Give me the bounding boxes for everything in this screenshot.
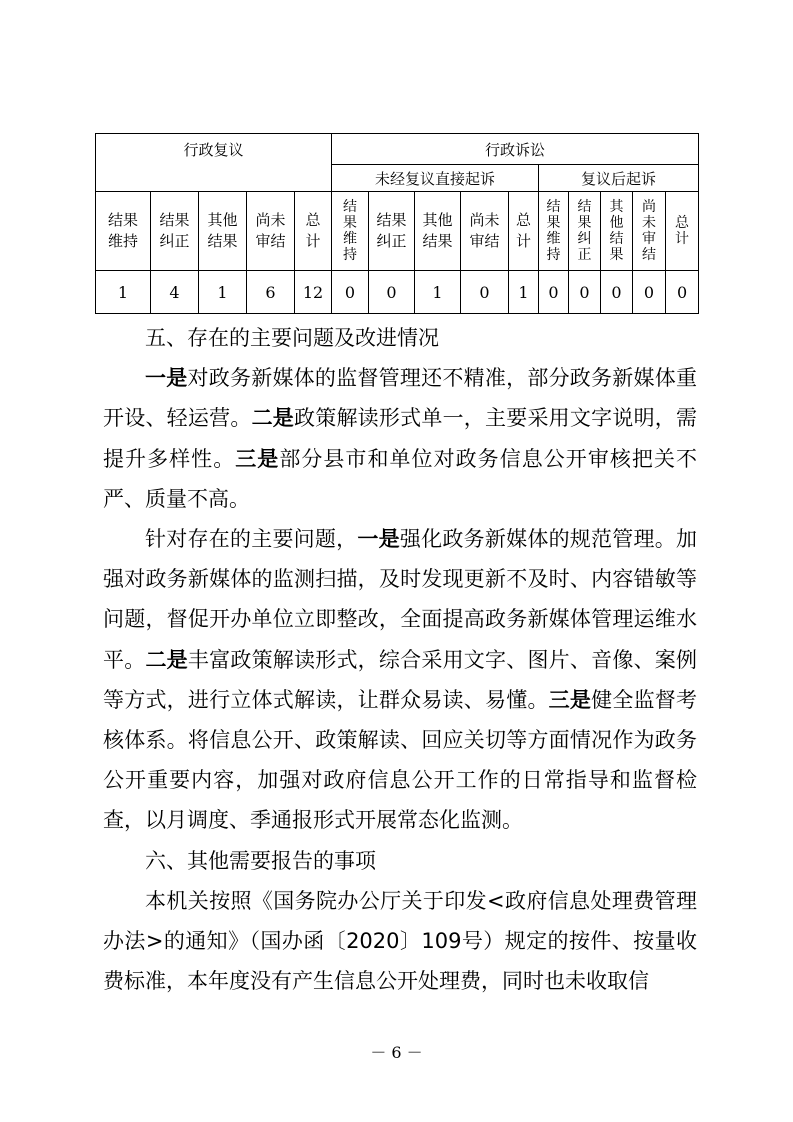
table-cell: 6	[247, 271, 295, 314]
header-direct-litigation: 未经复议直接起诉	[332, 165, 539, 192]
header-after-review-litigation: 复议后起诉	[539, 165, 699, 192]
paragraph-improvements: 针对存在的主要问题，一是强化政务新媒体的规范管理。加强对政务新媒体的监测扫描，及时发现更新不及时、内容错敏等问题，督促开办单位立即整改，全面提高政务新媒体管理运维水平。二是丰富政策解读形式，综合采用文字、图片、音像、案例等方式，进行立体式解读，让群众易读、易懂。三是健全监督考核体系。将信息公开、政策解读、回应关切等方面情况作为政务公开重要内容，加强对政府信息公开工作的日常指导和监督检查，以月调度、季通报形式开展常态化监测。	[103, 527, 698, 833]
header-admin-litigation: 行政诉讼	[332, 134, 699, 165]
table-row	[96, 271, 699, 314]
table-cell: 1	[96, 271, 151, 314]
col-direct-maintained: 结 果 维 持	[332, 192, 369, 271]
col-direct-pending: 尚未 审结	[461, 192, 509, 271]
section-heading-6: 六、其他需要报告的事项	[145, 848, 376, 873]
table-cell: 0	[332, 271, 369, 314]
col-corrected: 结果 纠正	[151, 192, 199, 271]
col-maintained: 结果 维持	[96, 192, 151, 271]
col-direct-total: 总 计	[509, 192, 539, 271]
section-heading-5: 五、存在的主要问题及改进情况	[145, 326, 439, 350]
table-cell: 4	[151, 271, 199, 314]
col-review-other: 其 他 结 果	[601, 192, 633, 271]
table-cell: 0	[369, 271, 415, 314]
table-cell: 1	[415, 271, 461, 314]
table-cell: 0	[666, 271, 699, 314]
table-cell: 12	[295, 271, 332, 314]
col-direct-other: 其他 结果	[415, 192, 461, 271]
col-other: 其他 结果	[199, 192, 247, 271]
paragraph-fees: 本机关按照《国务院办公厅关于印发<政府信息处理费管理办法>的通知》（国办函〔2020〕109号）规定的按件、按量收费标准，本年度没有产生信息公开处理费，同时也未收取信	[103, 888, 697, 994]
col-direct-corrected: 结果 纠正	[369, 192, 415, 271]
header-admin-review: 行政复议	[96, 134, 332, 192]
table-cell: 1	[199, 271, 247, 314]
table-cell: 0	[601, 271, 633, 314]
admin-review-litigation-table	[95, 133, 699, 314]
col-pending: 尚未 审结	[247, 192, 295, 271]
col-review-corrected: 结 果 纠 正	[569, 192, 601, 271]
col-total: 总 计	[295, 192, 332, 271]
page-number: － 6 －	[370, 1043, 423, 1062]
table-cell: 0	[569, 271, 601, 314]
table-cell: 0	[461, 271, 509, 314]
col-review-maintained: 结 果 维 持	[539, 192, 569, 271]
table-cell: 0	[539, 271, 569, 314]
table-cell: 1	[509, 271, 539, 314]
paragraph-problems: 一是对政务新媒体的监督管理还不精准，部分政务新媒体重开设、轻运营。二是政策解读形式单一，主要采用文字说明，需提升多样性。三是部分县市和单位对政务信息公开审核把关不严、质量不高。	[103, 366, 698, 511]
col-review-pending: 尚 未 审 结	[633, 192, 666, 271]
body-text	[103, 318, 697, 1001]
table-cell: 0	[633, 271, 666, 314]
col-review-total: 总 计	[666, 192, 699, 271]
